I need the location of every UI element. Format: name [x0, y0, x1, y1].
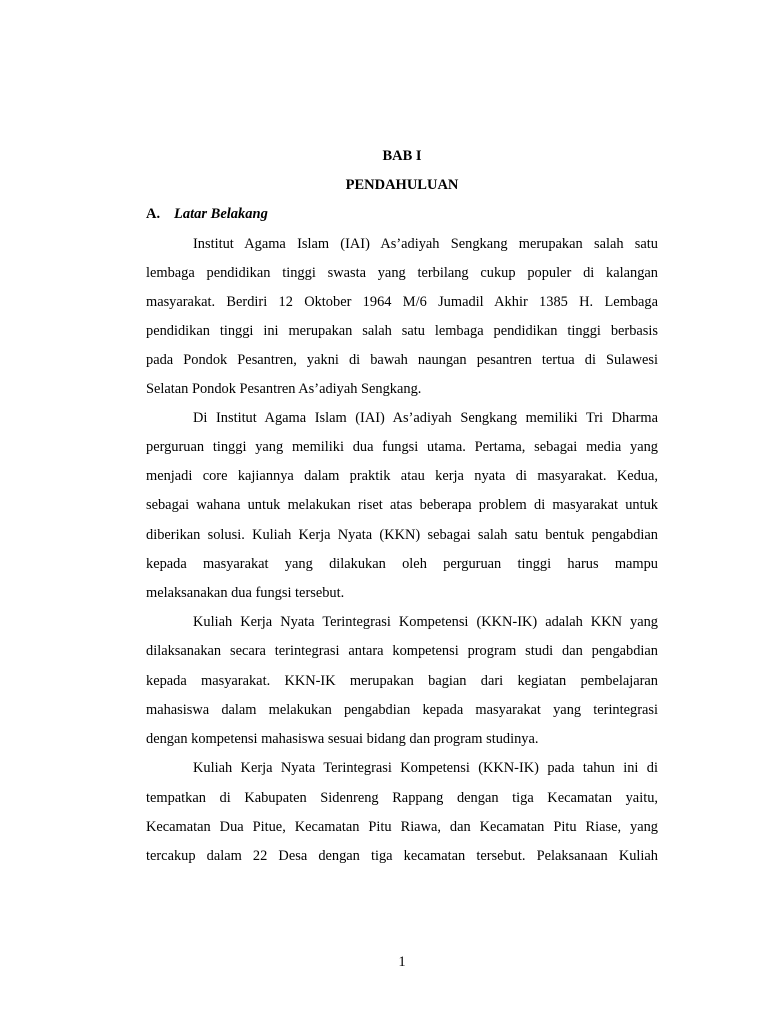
- paragraph-line: pada Pondok Pesantren, yakni di bawah naungan pesantren tertua di Sulawesi: [146, 352, 658, 368]
- paragraph-line: diberikan solusi. Kuliah Kerja Nyata (KKN) sebagai salah satu bentuk pengabdian: [146, 527, 658, 543]
- section-title: Latar Belakang: [174, 206, 268, 222]
- chapter-title: PENDAHULUAN: [345, 177, 459, 193]
- paragraph-line: Selatan Pondok Pesantren As’adiyah Sengkang.: [146, 381, 422, 397]
- paragraph-line: sebagai wahana untuk melakukan riset atas beberapa problem di masyarakat untuk: [146, 497, 658, 513]
- section-heading: [146, 205, 268, 223]
- paragraph-line: dilaksanakan secara terintegrasi antara kompetensi program studi dan pengabdian: [146, 643, 658, 659]
- section-number: A.: [146, 206, 161, 222]
- paragraph-line: lembaga pendidikan tinggi swasta yang terbilang cukup populer di kalangan: [146, 265, 658, 281]
- paragraph-line: Kuliah Kerja Nyata Terintegrasi Kompetensi (KKN-IK) adalah KKN yang: [193, 614, 658, 630]
- paragraph-line: kepada masyarakat. KKN-IK merupakan bagian dari kegiatan pembelajaran: [146, 673, 658, 689]
- paragraph-line: Kuliah Kerja Nyata Terintegrasi Kompetensi (KKN-IK) pada tahun ini di: [193, 760, 658, 776]
- page-number: 1: [398, 954, 406, 970]
- paragraph-line: Di Institut Agama Islam (IAI) As’adiyah Sengkang memiliki Tri Dharma: [193, 410, 658, 426]
- paragraph-line: dengan kompetensi mahasiswa sesuai bidang dan program studinya.: [146, 731, 539, 747]
- paragraph-line: kepada masyarakat yang dilakukan oleh perguruan tinggi harus mampu: [146, 556, 658, 572]
- paragraph-line: melaksanakan dua fungsi tersebut.: [146, 585, 345, 601]
- paragraph-line: tempatkan di Kabupaten Sidenreng Rappang dengan tiga Kecamatan yaitu,: [146, 790, 658, 806]
- paragraph-line: Kecamatan Dua Pitue, Kecamatan Pitu Riawa, dan Kecamatan Pitu Riase, yang: [146, 819, 658, 835]
- paragraph-line: masyarakat. Berdiri 12 Oktober 1964 M/6 Jumadil Akhir 1385 H. Lembaga: [146, 294, 658, 310]
- paragraph-line: tercakup dalam 22 Desa dengan tiga kecamatan tersebut. Pelaksanaan Kuliah: [146, 848, 658, 864]
- paragraph-line: menjadi core kajiannya dalam praktik atau kerja nyata di masyarakat. Kedua,: [146, 468, 658, 484]
- paragraph-line: pendidikan tinggi ini merupakan salah satu lembaga pendidikan tinggi berbasis: [146, 323, 658, 339]
- paragraph-line: Institut Agama Islam (IAI) As’adiyah Sengkang merupakan salah satu: [193, 236, 658, 252]
- paragraph-line: perguruan tinggi yang memiliki dua fungsi utama. Pertama, sebagai media yang: [146, 439, 658, 455]
- chapter-label: BAB I: [382, 148, 422, 164]
- paragraph-line: mahasiswa dalam melakukan pengabdian kepada masyarakat yang terintegrasi: [146, 702, 658, 718]
